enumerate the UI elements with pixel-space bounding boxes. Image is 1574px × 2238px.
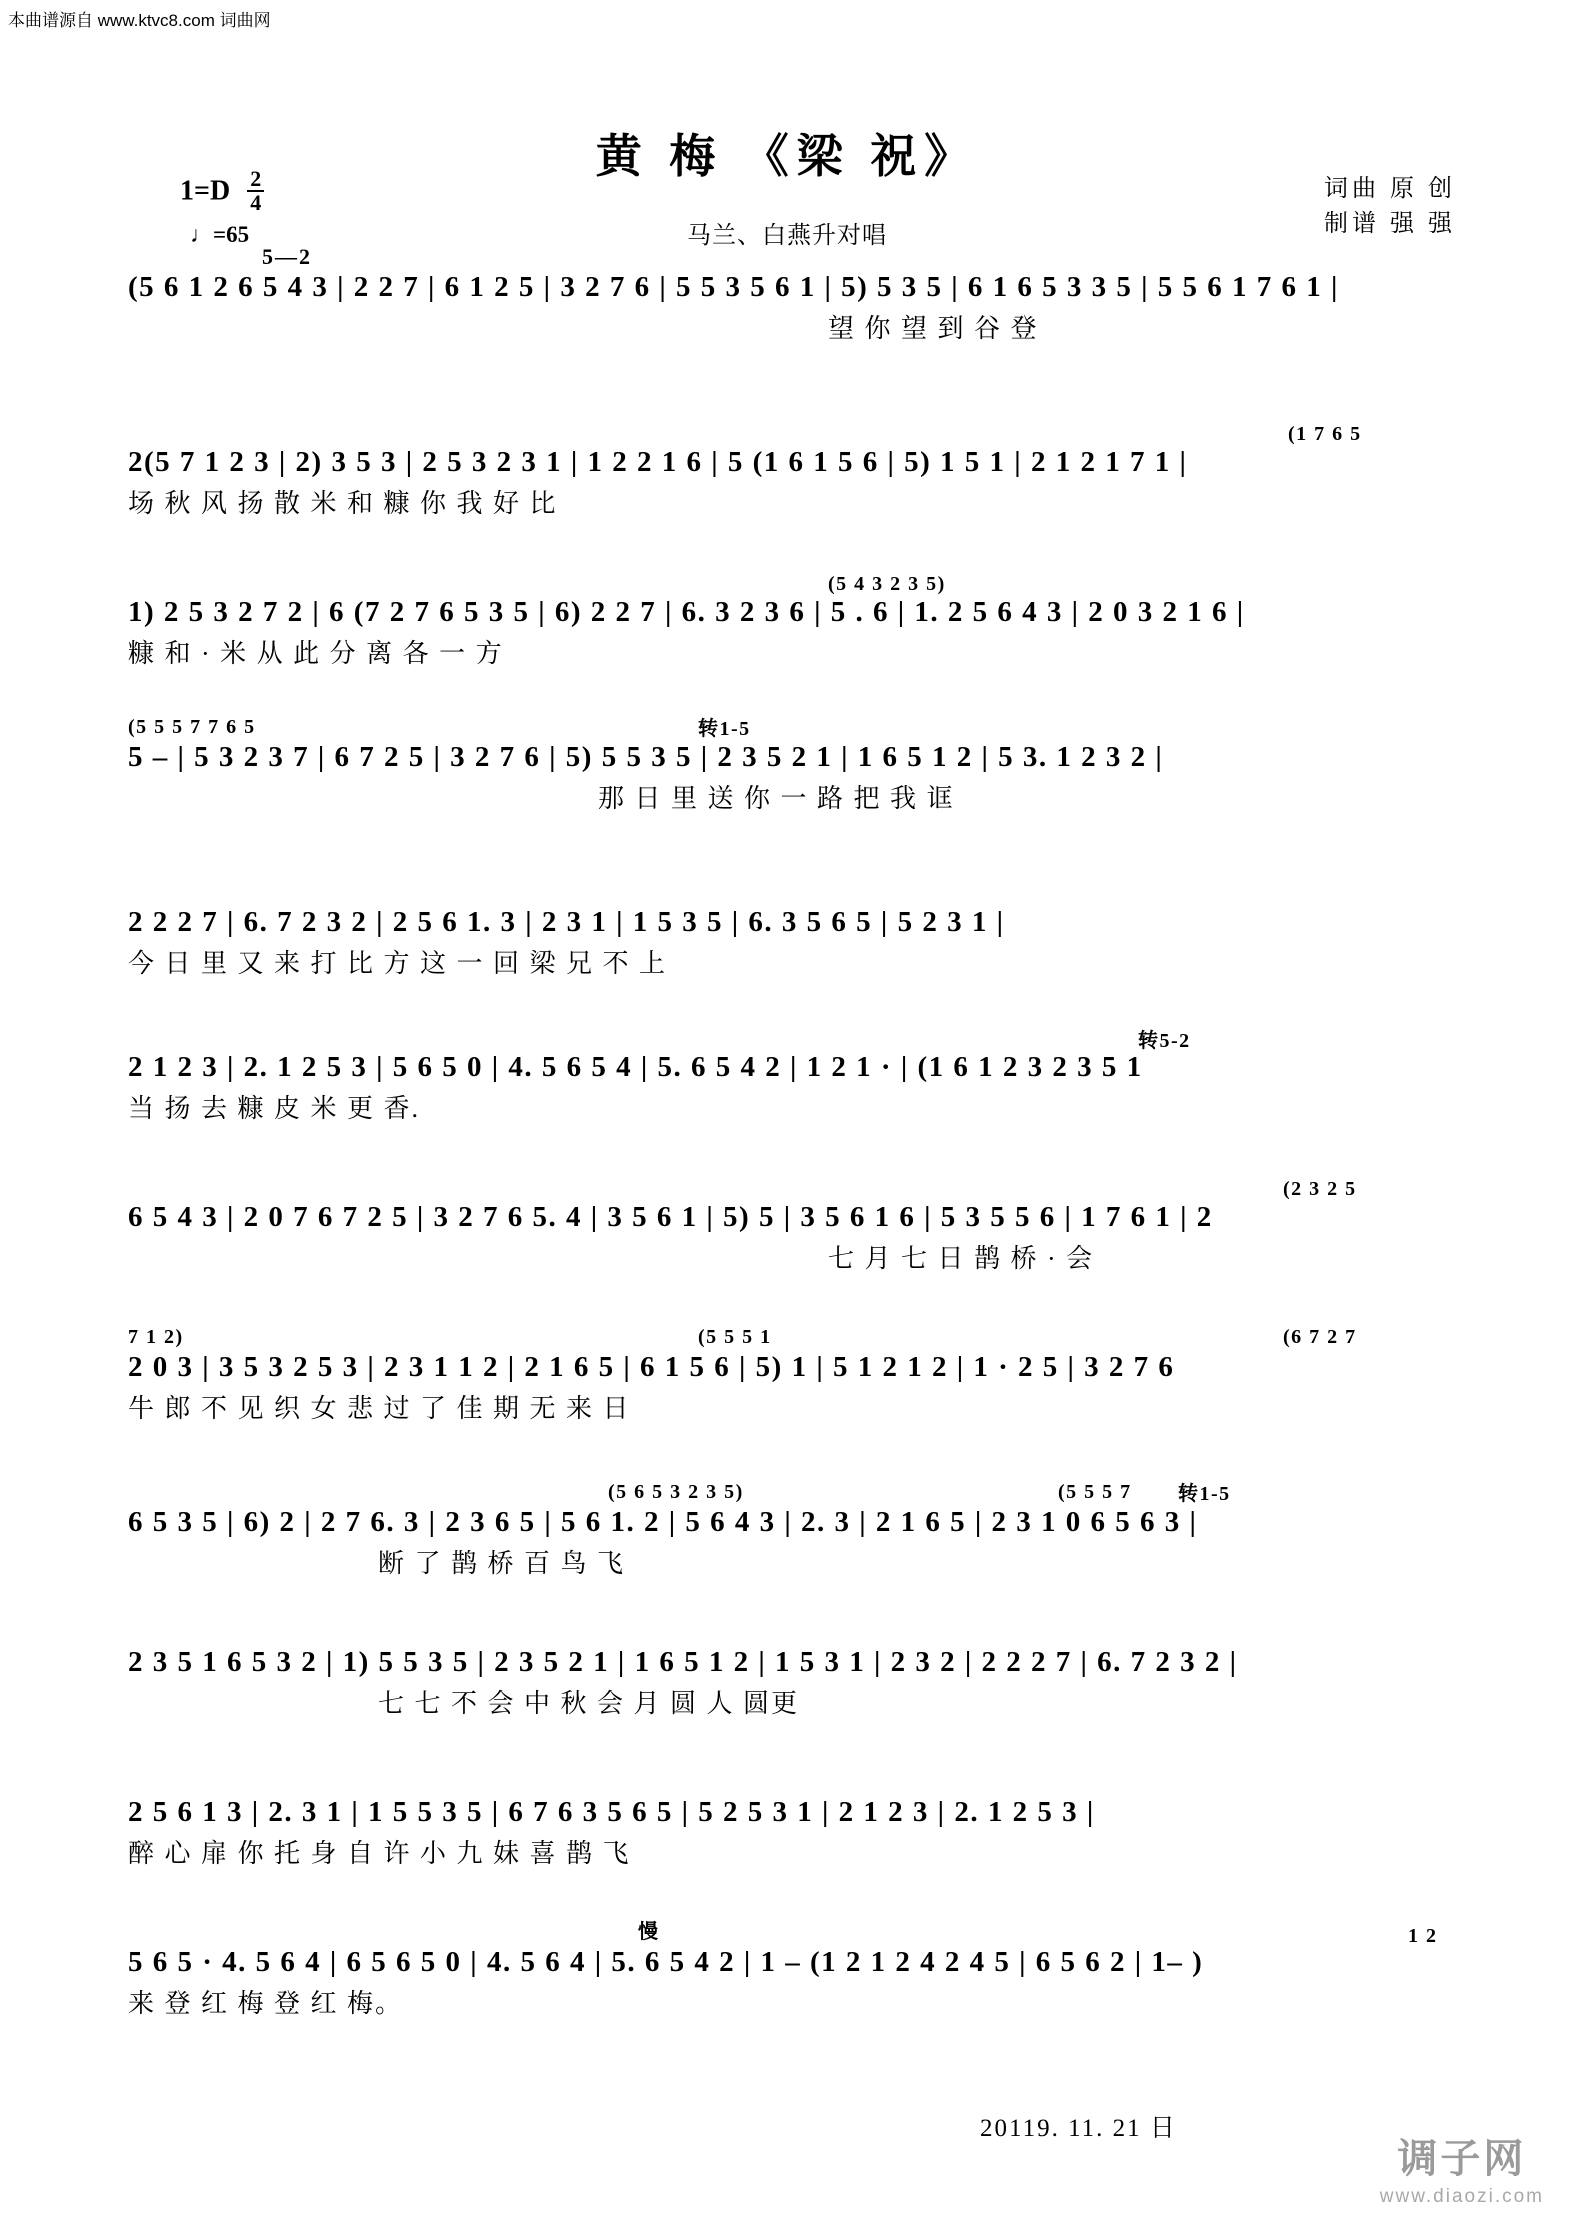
lyric-line: 今 日 里 又 来 打 比 方 这 一 回 梁 兄 不 上 (128, 949, 668, 978)
source-credit: 本曲谱源自 www.ktvc8.com 词曲网 (8, 11, 271, 30)
notation-line: 6 5 4 3 | 2 0 7 6 7 2 5 | 3 2 7 6 5. 4 | 3 5 6 1 | 5) 5 | 3 5 6 1 6 | 5 3 5 5 6 | 1 7 6 1 | 2 (2 3 2 5 (128, 1195, 1448, 1239)
notation-line: 2 1 2 3 | 2. 1 2 5 3 | 5 6 5 0 | 4. 5 6 5 4 | 5. 6 5 4 2 | 1 2 1 · | (1 6 1 2 3 2 3 5 1 转5-2 (128, 1045, 1448, 1089)
notation-annotation: 慢 (638, 1921, 660, 1943)
watermark-site-name: 调子网 (1397, 2137, 1527, 2181)
notation-annotation: 转1-5 (1178, 1483, 1231, 1505)
music-system (128, 1481, 1448, 1582)
notation-annotation: (6 7 2 7 (1283, 1326, 1357, 1348)
notation-line: 2 0 3 | 3 5 3 2 5 3 | 2 3 1 1 2 | 2 1 6 5 | 6 1 5 6 | 5) 1 | 5 1 2 1 2 | 1 · 2 5 | 3 2 7 6 7 1 2) (5 5 5 1 (6 7 2 7 (128, 1345, 1448, 1389)
pickup-marking: 5—2 (262, 244, 312, 269)
music-system (128, 1790, 1448, 1872)
lyric-line: 断 了 鹊 桥 百 鸟 飞 (378, 1549, 626, 1578)
lyric-line: 七 七 不 会 中 秋 会 月 圆 人 圆更 (378, 1689, 800, 1718)
lyric-line: 糠 和 · 米 从 此 分 离 各 一 方 (128, 639, 504, 668)
notation-line: 1) 2 5 3 2 7 2 | 6 (7 2 7 6 5 3 5 | 6) 2 2 7 | 6. 3 2 3 6 | 5 . 6 | 1. 2 5 6 4 3 | 2 0 3 2 1 6 | (5 4 3 2 3 5) (128, 590, 1448, 634)
lyric-line: 望 你 望 到 谷 登 (828, 314, 1039, 343)
notation-annotation: (5 4 3 2 3 5) (828, 573, 946, 595)
authors-block (1324, 172, 1456, 242)
lyric-line: 牛 郎 不 见 织 女 悲 过 了 佳 期 无 来 日 (128, 1394, 631, 1423)
notation-annotation: (1 7 6 5 (1288, 423, 1362, 445)
key-value: D (209, 175, 231, 207)
key-label: 1= (180, 175, 210, 207)
music-system (128, 423, 1448, 522)
notation-line: 2 5 6 1 3 | 2. 3 1 | 1 5 5 3 5 | 6 7 6 3 5 6 5 | 5 2 5 3 1 | 2 1 2 3 | 2. 1 2 5 3 | (128, 1796, 1095, 1828)
notation-annotation: 转5-2 (1138, 1030, 1191, 1052)
lyric-line: 场 秋 风 扬 散 米 和 糠 你 我 好 比 (128, 489, 558, 518)
time-signature (247, 168, 264, 214)
date-line: 20119. 11. 21 日 (980, 2115, 1177, 2142)
notation-line: 6 5 3 5 | 6) 2 | 2 7 6. 3 | 2 3 6 5 | 5 6 1. 2 | 5 6 4 3 | 2. 3 | 2 1 6 5 | 2 3 1 0 6 5 6 3 | (5 6 5 3 2 3 5) (5 5 5 7 转1-5 (128, 1500, 1448, 1544)
notation-line: 2(5 7 1 2 3 | 2) 3 5 3 | 2 5 3 2 3 1 | 1 2 2 1 6 | 5 (1 6 1 5 6 | 5) 1 5 1 | 2 1 2 1 7 1 | (1 7 6 5 (128, 440, 1448, 484)
notation-line: 5 – | 5 3 2 3 7 | 6 7 2 5 | 3 2 7 6 | 5) 5 5 3 5 | 2 3 5 2 1 | 1 6 5 1 2 | 5 3. 1 2 3 2 | (5 5 5 7 7 6 5 转1-5 (128, 735, 1448, 779)
music-system (128, 1326, 1448, 1427)
notation-annotation: 1 2 (1408, 1925, 1438, 1947)
watermark-site-url: www.diaozi.com (1379, 2186, 1544, 2207)
notation-annotation: 7 1 2) (128, 1326, 184, 1348)
music-system (128, 265, 1448, 347)
notation-annotation: (5 5 5 7 (1058, 1481, 1132, 1503)
lyric-line: 七 月 七 日 鹊 桥 · 会 (828, 1244, 1095, 1273)
lyric-line: 那 日 里 送 你 一 路 把 我 诓 (598, 784, 955, 813)
meter-denominator: 4 (250, 190, 262, 215)
lyric-line: 来 登 红 梅 登 红 梅。 (128, 1989, 404, 2018)
tempo-marking: ♩=65 (190, 222, 250, 247)
notation-line: 2 2 2 7 | 6. 7 2 3 2 | 2 5 6 1. 3 | 2 3 1 | 1 5 3 5 | 6. 3 5 6 5 | 5 2 3 1 | (128, 906, 1005, 938)
notation-annotation: (2 3 2 5 (1283, 1178, 1357, 1200)
author-line-2: 制谱 强 强 (1324, 210, 1456, 237)
notation-line: (5 6 1 2 6 5 4 3 | 2 2 7 | 6 1 2 5 | 3 2 7 6 | 5 5 3 5 6 1 | 5) 5 3 5 | 6 1 6 5 3 3 5 | 5 5 6 1 7 6 1 | (128, 271, 1339, 303)
music-system (128, 573, 1448, 672)
performers-subtitle: 马兰、白燕升对唱 (687, 223, 887, 249)
notation-annotation: (5 5 5 1 (698, 1326, 772, 1348)
key-signature (180, 166, 264, 216)
notation-annotation: (5 6 5 3 2 3 5) (608, 1481, 744, 1503)
notation-annotation: (5 5 5 7 7 6 5 (128, 716, 256, 738)
author-line-1: 词曲 原 创 (1324, 176, 1456, 202)
music-system (128, 1178, 1448, 1277)
music-system (128, 1921, 1448, 2022)
notation-line: 2 3 5 1 6 5 3 2 | 1) 5 5 3 5 | 2 3 5 2 1 | 1 6 5 1 2 | 1 5 3 1 | 2 3 2 | 2 2 2 7 | 6. 7 2 3 2 | (128, 1646, 1238, 1678)
music-system (128, 716, 1448, 817)
lyric-line: 当 扬 去 糠 皮 米 更 香. (128, 1094, 421, 1123)
meter-numerator: 2 (247, 168, 264, 192)
music-system (128, 900, 1448, 982)
lyric-line: 醉 心 扉 你 托 身 自 许 小 九 妹 喜 鹊 飞 (128, 1839, 631, 1868)
watermark (1380, 2127, 1544, 2208)
notation-line: 5 6 5 · 4. 5 6 4 | 6 5 6 5 0 | 4. 5 6 4 | 5. 6 5 4 2 | 1 – (1 2 1 2 4 2 4 5 | 6 5 6 2 | 1– ) 慢 1 2 (128, 1940, 1448, 1984)
notation-annotation: 转1-5 (698, 718, 751, 740)
music-system (128, 1030, 1448, 1127)
page-title: 黄 梅 《梁 祝》 (595, 131, 979, 182)
music-system (128, 1640, 1448, 1722)
